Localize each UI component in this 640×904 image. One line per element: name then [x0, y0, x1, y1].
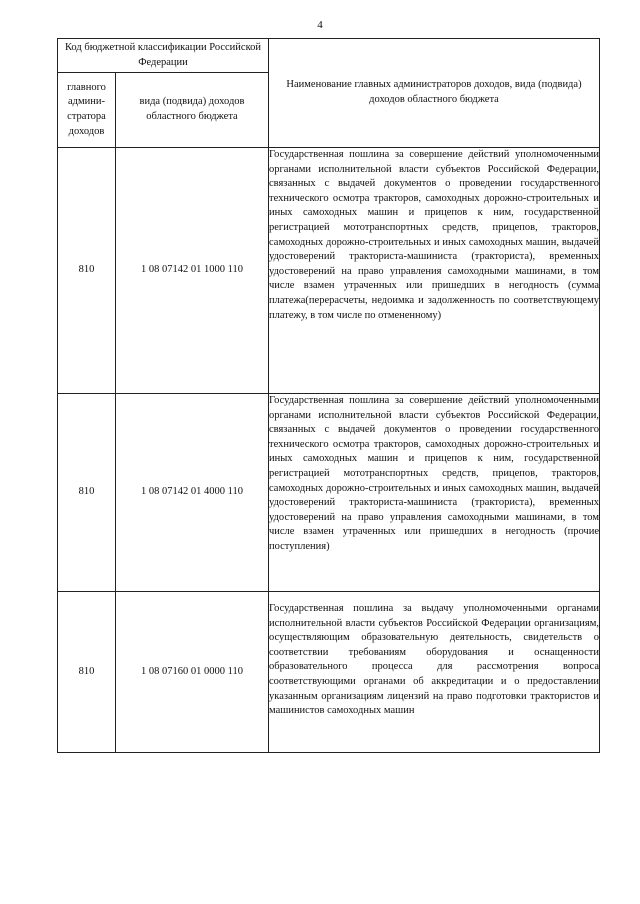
budget-classification-table — [57, 38, 600, 753]
page-number: 4 — [317, 19, 323, 31]
description-cell: Государственная пошлина за выдачу уполномоченными органами исполнительной власти субъектов Российской Федерации организациям, осуществляющим образовательную деятельность, свидетельств о соответствии требованиям оборудования и оснащенности образовательного процесса для рассмотрения вопроса соответствующими органами об аккредитации и о предоставлении указанным организациям лицензий на право подготовки трактористов и машинистов самоходных машин — [269, 592, 600, 753]
admin-code-cell: 810 — [58, 148, 116, 394]
admin-code-cell: 810 — [58, 394, 116, 592]
table-row — [58, 148, 600, 394]
description-cell: Государственная пошлина за совершение действий уполномоченными органами исполнительной власти субъектов Российской Федерации, связанных с выдачей документов о проведении государственного технического осмотра тракторов, самоходных дорожно-строительных и иных самоходных машин и прицепов к ним, государственной регистрацией мототранспортных средств, прицепов, тракторов, самоходных дорожно-строительных и иных самоходных машин, выдачей удостоверений тракториста-машиниста (тракториста), временных удостоверений на право управления самоходными машинами, в том числе взамен утраченных или пришедших в негодность (сумма платежа(перерасчеты, недоимка и задолженность по соответствующему платежу, в том числе по отмененному) — [269, 148, 600, 394]
income-code-cell: 1 08 07142 01 1000 110 — [116, 148, 269, 394]
table-header-row — [58, 39, 600, 73]
header-admin-column: главного админи-стратора доходов — [58, 73, 116, 148]
income-code-cell: 1 08 07142 01 4000 110 — [116, 394, 269, 592]
description-cell: Государственная пошлина за совершение действий уполномоченными органами исполнительной власти субъектов Российской Федерации, связанных с выдачей документов о проведении государственного технического осмотра тракторов, самоходных дорожно-строительных и иных самоходных машин и прицепов к ним, государственной регистрацией мототранспортных средств, прицепов, тракторов, самоходных дорожно-строительных и иных самоходных машин, выдачей удостоверений тракториста-машиниста (тракториста), временных удостоверений на право управления самоходными машинами, в том числе взамен утраченных или пришедших в негодность (прочие поступления) — [269, 394, 600, 592]
header-code-column: вида (подвида) доходов областного бюджета — [116, 73, 269, 148]
table-row — [58, 592, 600, 753]
header-name-column: Наименование главных администраторов доходов, вида (подвида) доходов областного бюджета — [269, 39, 600, 148]
admin-code-cell: 810 — [58, 592, 116, 753]
income-code-cell: 1 08 07160 01 0000 110 — [116, 592, 269, 753]
header-group-title: Код бюджетной классификации Российской Федерации — [58, 39, 269, 73]
table-row — [58, 394, 600, 592]
